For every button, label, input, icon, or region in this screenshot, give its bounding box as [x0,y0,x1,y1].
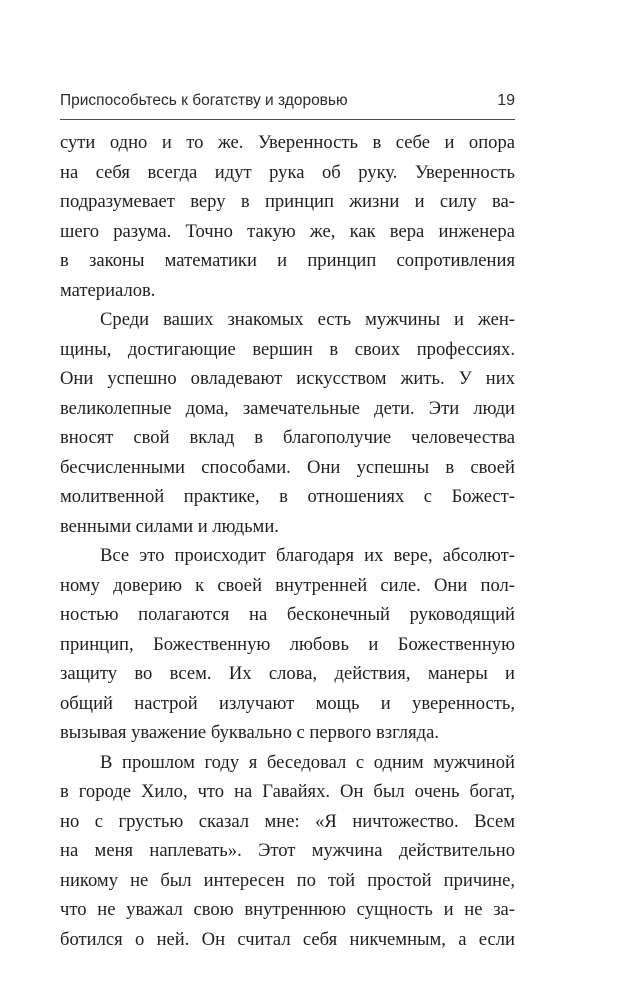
text-line: подразумевает веру в принцип жизни и силу ва- [60,191,515,212]
header-rule [60,119,515,120]
text-line: вызывая уважение буквально с первого взгляда. [60,722,439,743]
text-line: никому не был интересен по той простой причине, [60,869,515,891]
text-line: щины, достигающие вершин в своих профессиях. [60,338,515,360]
text-line: но с грустью сказал мне: «Я ничтожество. Всем [60,810,515,832]
text-line: защиту во всем. Их слова, действия, манеры и [60,663,515,684]
text-line: великолепные дома, замечательные дети. Эти люди [60,397,515,419]
text-line: в городе Хило, что на Гавайях. Он был очень богат, [60,781,515,802]
text-line: в законы математики и принцип сопротивления [60,250,515,271]
text-line: материалов. [60,279,156,301]
text-line: бесчисленными способами. Они успешны в своей [60,456,515,478]
text-line: венными силами и людьми. [60,515,279,537]
text-line: ностью полагаются на бесконечный руководящий [60,604,515,625]
text-line: что не уважал свою внутреннюю сущность и не за- [60,899,515,920]
text-line: принцип, Божественную любовь и Божественную [60,633,515,655]
body-text [60,128,515,954]
text-line: Среди ваших знакомых есть мужчины и жен- [100,309,515,330]
text-line: сути одно и то же. Уверенность в себе и опора [60,132,515,153]
text-line: вносят свой вклад в благополучие человечества [60,427,515,448]
text-line: общий настрой излучают мощь и уверенность, [60,692,515,714]
text-line: молитвенной практике, в отношениях с Божест- [60,486,515,507]
text-line: на себя всегда идут рука об руку. Уверенность [60,161,515,183]
text-line: ному доверию к своей внутренней силе. Они пол- [60,574,515,596]
page-number: 19 [497,92,515,109]
text-line: на меня наплевать». Этот мужчина действительно [60,840,515,861]
text-line: В прошлом году я беседовал с одним мужчиной [100,751,515,773]
text-line: Все это происходит благодаря их вере, абсолют- [100,545,515,566]
running-title: Приспособьтесь к богатству и здоровью [60,92,348,109]
text-line: Они успешно овладевают искусством жить. У них [60,368,515,389]
text-line: шего разума. Точно такую же, как вера инженера [60,220,515,242]
text-line: ботился о ней. Он считал себя никчемным, а если [60,928,515,950]
running-header [60,90,515,118]
